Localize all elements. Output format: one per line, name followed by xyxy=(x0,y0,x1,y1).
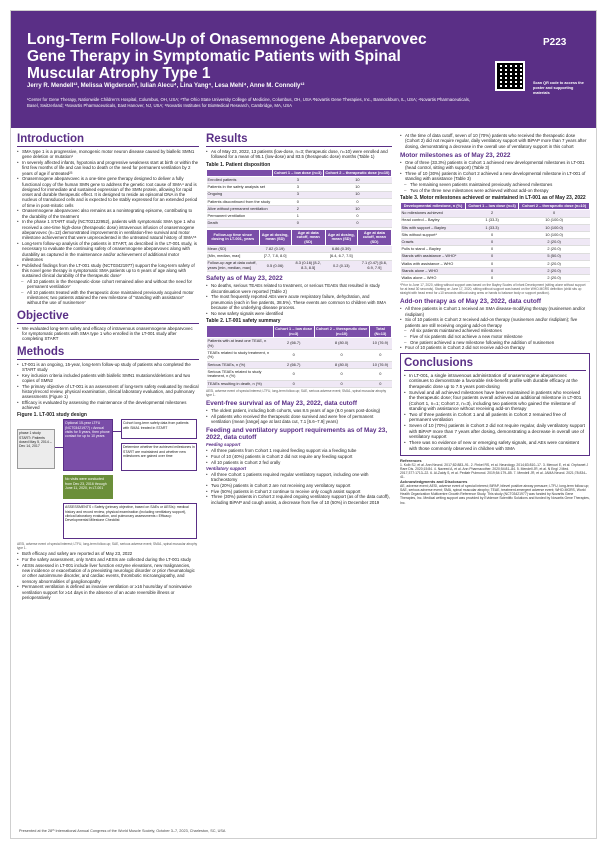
table-footnote: AESI, adverse event of special interest; LTFU, long-term follow-up; SAE, serious adverse event; SMA1, spinal muscular atrophy type 1. xyxy=(206,388,387,397)
table-cell: 0 xyxy=(273,349,314,361)
table-header: Age at dosing, mean (SD) xyxy=(325,229,357,246)
list-item: • In LT-001, a single intravenous administration of onasemnogene abeparvovec continues to demonstrate a favorable risk-benefit profile with durable efficacy at the therapeutic dose up to 7.5 years post-dosing xyxy=(404,373,586,390)
section-heading: Methods xyxy=(17,346,199,360)
table-row xyxy=(401,267,590,274)
table-cell: Patients in the safety analysis set xyxy=(207,184,273,191)
table-cell: 0 xyxy=(369,349,391,361)
list-item: • The oldest patient, including both cohorts, was 8.5 years of age (8.0 years post-dosing) xyxy=(206,408,392,413)
table-body xyxy=(207,177,392,227)
list-item: • Two (20%) patients in Cohort 2 are not receiving any ventilatory support xyxy=(206,483,392,488)
table-cell: 6.86 (0.39) xyxy=(325,246,357,253)
list-subitem: – One patient achieved a new milestone following the addition of nusinersen xyxy=(400,340,590,345)
table-row xyxy=(207,213,392,220)
list-item: • Onasemnogene abeparvovec also remains as a nonintegrating episome, contributing to the durability of the treatment xyxy=(17,208,199,219)
table-header: Cohort 1 – low dose (n=3) xyxy=(273,326,314,338)
table-footnote: *Prior to June 17, 2020, sitting without support was based on the Bayley Scales of Infant Development (sitting alone without support for at least 30 seconds). Starting on June 17, 2020, sitting without support was based on the WHO-MGRS definition (child sits up straight with head erect for ≥10 seconds without using arms or hands to balance body or support position). xyxy=(400,283,586,296)
list-subitem: – All six patients maintained achieved milestones xyxy=(400,328,590,333)
table-cell: Serious TEAEs, n (%) xyxy=(207,361,274,368)
list-item: • For the safety assessment, only SAEs and AESIs are collected during the LT-001 study xyxy=(17,557,199,562)
table-row xyxy=(401,275,590,282)
table-row xyxy=(207,177,392,184)
section-heading: Introduction xyxy=(17,133,199,147)
table-body xyxy=(207,338,392,388)
intro-list xyxy=(17,149,199,306)
table-header xyxy=(207,326,274,338)
table-cell xyxy=(291,246,325,253)
table-header: Developmental milestone, n (%) xyxy=(401,202,466,210)
list-item: • Three (30%) patients in Cohort 2 required ongoing ventilatory support (as of the data cutoff), including BiPAP and cough assist, a decrease from five of 10 (50%) in December 2019 xyxy=(206,494,392,505)
table-cell: 10 (100.0) xyxy=(519,217,590,224)
table-row xyxy=(207,220,392,227)
author-list: Jerry R. Mendell¹², Melissa Wigderson³, Iulian Alecu⁴, Lina Yang⁴, Lesa Mehl⁴, Anne M. Connolly¹² xyxy=(27,83,305,89)
table-row xyxy=(207,338,392,350)
table-cell: 7.1 (0.47) [6.6, 6.9, 7.9] xyxy=(357,260,391,272)
poster-code: P223 xyxy=(543,37,567,48)
table-header: Age at dosing, mean (SD) xyxy=(259,229,291,246)
table-cell: 0 xyxy=(369,380,391,387)
table-row xyxy=(207,205,392,212)
table-row xyxy=(207,184,392,191)
list-item: • AESIs assessed in LT-001 include liver function enzyme elevations, new malignancies, new incidence or exacerbation of a preexisting neurologic disorder or prior rheumatologic or other autoimmune disorder, and cardiac events, thrombotic microangiopathy, and sensory abnormalities of ganglionopathy xyxy=(17,563,199,584)
table-cell: 10 (76.9) xyxy=(369,338,391,350)
poster xyxy=(10,10,597,839)
subsection-heading: Feeding and ventilatory support requirements as of May 23, 2022, data cutoff xyxy=(206,427,388,442)
table-cell: Patients with at least one TEAE, n (%) xyxy=(207,338,274,350)
methods-section xyxy=(17,346,199,601)
list-item: • Five (50%) patients in Cohort 2 continue to receive only cough assist support xyxy=(206,489,392,494)
table-cell: Head control – Bayley xyxy=(401,217,466,224)
table-caption: Table 1. Patient disposition xyxy=(206,161,271,168)
table-cell: 10 (100.0) xyxy=(519,224,590,231)
table-cell: 0 xyxy=(465,275,518,282)
table-cell: 2 (20.0) xyxy=(519,260,590,267)
qr-note: Scan QR code to access the poster and supporting materials xyxy=(533,81,584,95)
subsection-label: Feeding support xyxy=(206,442,241,448)
table-cell: 0.2 (0.13) xyxy=(325,260,357,272)
safety-summary-table xyxy=(206,325,392,388)
list-subitem: – Two of the three new milestones were achieved without add-on therapy xyxy=(400,188,590,193)
table-cell: 0 xyxy=(465,246,518,253)
list-item: • Seven of 10 (70%) patients in Cohort 2 did not require regular, daily ventilatory support with BiPAP more than 7 years after dosing, demonstrating a decrease in overall use of ventilatory support xyxy=(404,423,586,440)
table-cell: Walks with assistance – WHO xyxy=(401,260,466,267)
subsection-heading: Motor milestones as of May 23, 2022 xyxy=(400,151,511,159)
references xyxy=(400,459,590,505)
table-cell: 0 xyxy=(369,368,391,380)
subsection-heading: Event-free survival as of May 23, 2022, data cutoff xyxy=(206,399,357,407)
list-item: • Onasemnogene abeparvovec is a one-time gene therapy designed to deliver a fully functional copy of the human SMN gene to address the genetic root cause of SMA⁴ and is designed for immediate and sustained expression of the SMN protein, allowing for rapid onset and durable therapeutic effect. It is designed to reside as episomal DNA in the nucleus of transduced cells and is expected to be stably expressed for an extended period of time in post-mitotic cells xyxy=(17,176,199,208)
table-row xyxy=(207,246,392,253)
table-cell: 10 xyxy=(323,205,391,212)
column-left xyxy=(17,133,199,604)
table-cell: 2 (20.0) xyxy=(519,239,590,246)
motor-milestones-table xyxy=(400,202,590,282)
table-row xyxy=(401,217,590,224)
table-cell: No milestones achieved xyxy=(401,210,466,217)
list-item: • One of three (33.3%) patients in Cohort 1 achieved new developmental milestones in LT-001 (head control, sitting with support) (Table 3) xyxy=(400,160,590,171)
table-cell: 10 xyxy=(323,177,391,184)
figure-footnote: AESI, adverse event of special interest; LTFU, long-term follow-up; SAE, serious adverse event; SMA1, spinal muscular atrophy type 1. xyxy=(17,542,198,551)
table-cell: Stands with assistance – WHO* xyxy=(401,253,466,260)
table-header: Follow-up time since dosing in LT-001, years xyxy=(207,229,260,246)
table-cell: Death xyxy=(207,220,273,227)
list-item: • Two of three patients in Cohort 1 and all patients in Cohort 2 remained free of permanent ventilation xyxy=(404,412,586,423)
table-cell xyxy=(357,253,391,260)
list-item: • Permanent ventilation is defined as invasive ventilation or ≥16 hours/day of noninvasive ventilation support for ≥14 days in the absence of an acute reversible illness or perioperatively xyxy=(17,584,199,600)
table-row xyxy=(207,253,392,260)
table-cell: Alive without permanent ventilation xyxy=(207,205,273,212)
table-cell: 10 xyxy=(323,191,391,198)
list-subitem: – The remaining seven patients maintained previously achieved milestones xyxy=(400,182,590,187)
list-item: • Key inclusion criteria included patients with biallelic SMN1 mutations/deletions and two copies of SMN2 xyxy=(17,373,199,384)
table-cell: 7.82 (0.19) xyxy=(259,246,291,253)
table-row xyxy=(401,210,590,217)
table-cell: TEAEs resulting in death, n (%) xyxy=(207,380,274,387)
table-cell: 10 (100.0) xyxy=(519,232,590,239)
table-cell: 3 xyxy=(272,177,323,184)
list-item: • LT-001 is an ongoing, 15-year, long-term follow-up study of patients who completed the START study xyxy=(17,362,199,373)
footer: Presented at the 28ᵗʰ International Annual Congress of the World Muscle Society, October 3–7, 2023, Charleston, SC, USA xyxy=(19,829,226,833)
table-cell: [6.4, 6.7, 7.5] xyxy=(325,253,357,260)
table-row xyxy=(207,368,392,380)
table-cell: Pulls to stand – Bayley xyxy=(401,246,466,253)
table-cell: 0 xyxy=(323,213,391,220)
table-cell: 0 xyxy=(273,380,314,387)
table-body xyxy=(401,210,590,282)
references-heading: References xyxy=(400,457,422,463)
acknowledgments-text: AE, adverse event; AESI, adverse event of special interest; BiPAP, bilevel positive airway pressure; LTFU, long-term follow-up; SAE, serious adverse event; SMA, spinal muscular atrophy; TEAE, treatment-emergent adverse event; WHO-MGRS, World Health Organization Multicentre Growth Reference Study. This study (NCT03421977) was funded by Novartis Gene Therapies, Inc. Medical writing support was provided by Evidence Scientific Solutions and funded by Novartis Gene Therapies, Inc. xyxy=(400,483,590,505)
table-cell: 1 (33.3) xyxy=(465,224,518,231)
table-cell: 3 xyxy=(272,191,323,198)
arrow xyxy=(113,431,121,432)
table-row xyxy=(207,260,392,272)
list-item: • All patients who received the therapeutic dose survived and were free of permanent ventilation (mean [range] age at last data cut, 7.1 [6.6–7.9] years) xyxy=(206,414,392,425)
table-header: Age at data cutoff, mean (SD) xyxy=(291,229,325,246)
list-item: • At the time of data cutoff, seven of 10 (70%) patients who received the therapeutic dose (Cohort 2) did not require regular, daily ventilatory support with BiPAP more than 7 years after dosing, demonstrating a decrease in the overall use of ventilatory support in this cohort xyxy=(400,133,590,149)
table-cell: 0.5 (0.06) xyxy=(259,260,291,272)
table-cell: 5 (50.0) xyxy=(519,253,590,260)
subsection-heading: Add-on therapy as of May 23, 2022, data cutoff xyxy=(400,298,541,306)
poster-title: Long-Term Follow-Up of Onasemnogene Abeparvovec Gene Therapy in Symptomatic Patients with Spinal Muscular Atrophy Type 1 xyxy=(27,31,427,82)
list-item: • No new safety signals were identified xyxy=(206,311,392,316)
table-cell: 0 xyxy=(272,198,323,205)
table-body xyxy=(207,246,392,272)
qr-code-icon[interactable] xyxy=(495,61,525,91)
list-item: • Four of 10 patients in Cohort 2 did not receive add-on therapy xyxy=(400,345,590,350)
table-row xyxy=(401,239,590,246)
table-cell: Mean (SD) xyxy=(207,246,260,253)
start-box: phase 1 study START¹ Patients dosed May 5, 2014 – Dec 14, 2017 xyxy=(17,429,55,469)
table-cell: 2 xyxy=(465,210,518,217)
references-text: 1. Kolb SJ, et al. Ann Neurol. 2017;82:883–91. 2. Finkel RS, et al. Neurology. 2014;83:810–17. 3. Mercuri E, et al. Orphanet J Rare Dis. 2020;15:84. 4. Naveed A, et al. Ann Pharmacother. 2020;54:81–84. 5. Mendell JR, et al. N Engl J Med. 2017;377:1713–22. 6. Al-Zaidy S, et al. Pediatr Pulmonol. 2019;54:179–85. 7. Mendell JR, et al. JAMA Neurol. 2021;78:834–41. xyxy=(400,462,589,480)
table-cell: 2 xyxy=(272,205,323,212)
table-cell: Enrolled patients xyxy=(207,177,273,184)
table-row xyxy=(401,260,590,267)
cohort-box: Cohort long-term safety data from patients with SMA1 treated in START xyxy=(121,419,197,439)
table-header: Cohort 1 – low dose (n=3) xyxy=(465,202,518,210)
table-row xyxy=(207,349,392,361)
table-cell: 8 (80.0) xyxy=(314,361,369,368)
list-subitem: – Five of six patients did not achieve a new motor milestone xyxy=(400,334,590,339)
list-item: • In severely affected infants, hypotonia and progressive weakness start at birth or within the first few months of life and can lead to death or the need for permanent ventilation by 2 years of age if untreated²³ xyxy=(17,160,199,176)
affiliations: ¹Center for Gene Therapy, Nationwide Children's Hospital, Columbus, OH, USA; ²The Ohio State University College of Medicine, Columbus, OH, USA ³Novartis Gene Therapies, Inc., Bannockburn, IL, USA; ⁴Novartis Pharmaceuticals, Basel, Switzerland; ⁵Novartis Pharmaceuticals, East Hanover, NJ, USA; ⁶Novartis Institutes for BioMedical Research, Cambridge, MA, USA xyxy=(27,97,471,108)
table-cell: Sits without support* xyxy=(401,232,466,239)
table-cell: TEAEs related to study treatment, n (%) xyxy=(207,349,274,361)
table-cell: 0 xyxy=(314,380,369,387)
table-cell: 10 (76.9) xyxy=(369,361,391,368)
table-row xyxy=(401,246,590,253)
table-cell: 2 (66.7) xyxy=(273,338,314,350)
table-cell: 1 xyxy=(272,213,323,220)
table-cell: 2 (66.7) xyxy=(273,361,314,368)
table-cell: 0 xyxy=(465,232,518,239)
table-row xyxy=(401,253,590,260)
list-item: • Efficacy is evaluated by assessing the maintenance of the developmental milestones achieved xyxy=(17,400,199,411)
figure-caption: Figure 1. LT-001 study design xyxy=(17,412,87,419)
table-cell: 0 xyxy=(323,220,391,227)
list-item: • Published findings from the LT-001 study (NCT03421977) support the long-term safety of this novel gene therapy in symptomatic SMA patients up to 6 years of age along with sustained clinical durability of the therapeutic dose⁷ xyxy=(17,263,199,279)
table-cell: 2 (20.0) xyxy=(519,246,590,253)
list-item: • Three of 10 (30%) patients in Cohort 2 achieved a new developmental milestone in LT-001 of standing with assistance (Table 3) xyxy=(400,171,590,182)
section-heading: Objective xyxy=(17,310,199,324)
table-cell xyxy=(357,246,391,253)
table-header xyxy=(207,169,273,177)
table-cell: Crawls xyxy=(401,239,466,246)
table-cell: 0 xyxy=(465,239,518,246)
table-cell: 3 xyxy=(272,184,323,191)
no-visits-box: No visits were conducted from Dec 23, 2016 through June 11, 2020, in LT-001 xyxy=(63,475,113,499)
study-design-figure xyxy=(17,419,199,541)
list-item: • Both efficacy and safety are reported as of May 23, 2022 xyxy=(17,551,199,556)
table-header: Cohort 1 – low dose (n=3) xyxy=(272,169,323,177)
table-caption: Table 3. Motor milestones achieved or maintained in LT-001 as of May 23, 2022 xyxy=(400,194,586,201)
table-cell: 0 xyxy=(465,267,518,274)
list-subitem: – All 10 patients in the therapeutic-dose cohort remained alive and without the need for permanent ventilation⁷ xyxy=(17,279,199,290)
column-middle xyxy=(206,133,392,505)
list-item: • Survival and all achieved milestones have been maintained in patients who received the therapeutic dose; four patients overall achieved an additional milestone in LT-001 (Cohort 1, n=1; Cohort 2, n=3), including two patients who gained the milestone of standing with assistance without receiving add-on therapy xyxy=(404,390,586,412)
column-right xyxy=(400,133,590,505)
list-item: • SMA type 1 is a progressive, monogenic motor neuron disease caused by biallelic SMN1 gene deletion or mutation¹ xyxy=(17,149,199,160)
follow-up-table xyxy=(206,229,392,273)
table-header: Cohort 2 – therapeutic dose (n=10) xyxy=(323,169,391,177)
introduction-section xyxy=(17,133,199,306)
table-cell: Serious TEAEs related to study treatment, n (%) xyxy=(207,368,274,380)
section-heading: Results xyxy=(206,133,392,147)
table-row xyxy=(207,191,392,198)
table-cell: Stands alone – WHO xyxy=(401,267,466,274)
table-cell: 8.3 (0.16) [8.2, 8.3, 8.5] xyxy=(291,260,325,272)
list-item: • Six of 10 patients in Cohort 2 received add-on therapy (nusinersen and/or risdiplam); five patients are still receiving ongoing add-on therapy xyxy=(400,317,590,328)
table-cell: Walks alone – WHO xyxy=(401,275,466,282)
header-banner xyxy=(11,11,596,128)
table-cell: 0 xyxy=(323,198,391,205)
table-cell: 2 (20.0) xyxy=(519,267,590,274)
table-cell: [Min, median, max] xyxy=(207,253,260,260)
list-item: • Four of 10 (40%) patients in Cohort 2 did not require any feeding support xyxy=(206,454,392,459)
table-cell: Sits with support – Bayley xyxy=(401,224,466,231)
patient-disposition-table xyxy=(206,169,392,228)
table-cell: 8 (80.0) xyxy=(314,338,369,350)
list-item: • The primary objective of LT-001 is an assessment of long-term safety evaluated by medical history/record review, physical examination, clinical laboratory evaluation, and pulmonary assessments (Figure 1) xyxy=(17,384,199,400)
subsection-heading: Safety as of May 23, 2022 xyxy=(206,275,283,283)
table-header: Cohort 2 – therapeutic dose (n=10) xyxy=(519,202,590,210)
table-cell: Ongoing xyxy=(207,191,273,198)
list-item: • All three patients from Cohort 1 required feeding support via a feeding tube xyxy=(206,448,392,453)
table-header: Age at data cutoff, mean (SD) xyxy=(357,229,391,246)
table-row xyxy=(401,224,590,231)
table-cell: Permanent ventilation xyxy=(207,213,273,220)
arrow xyxy=(55,447,63,448)
list-item: • All three Cohort 1 patients required regular ventilatory support, including one with tracheostomy xyxy=(206,472,392,483)
section-heading: Conclusions xyxy=(404,357,586,371)
table-row xyxy=(207,198,392,205)
ltfu-box: Optional 15-year LTFU (NCT03421977) • Annual visits for 5 years, then phone contact for up to 10 years xyxy=(63,419,113,471)
table-cell: Patients discontinued from the study xyxy=(207,198,271,204)
table-caption: Table 2. LT-001 safety summary xyxy=(206,318,281,324)
acknowledgments-heading: Acknowledgments and Disclosures xyxy=(400,478,468,484)
list-subitem: – All 10 patients treated with the therapeutic dose maintained previously acquired motor milestones; two patients attained the new milestone of "standing with assistance" without the use of nusinersen⁷ xyxy=(17,290,199,306)
table-cell: 0 xyxy=(465,260,518,267)
table-cell: 0 xyxy=(519,210,590,217)
table-row xyxy=(401,232,590,239)
table-row xyxy=(207,361,392,368)
conclusions-box xyxy=(400,353,590,456)
goal-box: Determine whether the achieved milestones in START are maintained and whether new milestones are gained over time xyxy=(121,443,197,471)
table-cell: Follow-up age at data cutoff, years [min, median, max] xyxy=(207,260,260,272)
table-row xyxy=(207,380,392,387)
table-cell xyxy=(291,253,325,260)
table-cell: 0 xyxy=(314,368,369,380)
list-item: • No deaths, serious TEAEs related to treatment, or serious TEAEs that resulted in study discontinuation were reported (Table 2) xyxy=(206,283,392,294)
table-cell: 0 xyxy=(314,349,369,361)
list-item: • All 10 patients in Cohort 2 fed orally xyxy=(206,460,392,465)
table-cell: 2 (20.0) xyxy=(519,275,590,282)
objective-section xyxy=(17,310,199,342)
list-item: • In the phase 1 START study (NCT02122952), patients with symptomatic SMA type 1 who received a one-time high-dose (therapeutic dose) intravenous infusion of onasemnogene abeparvovec (n=12) demonstrated improvements in ventilation-free survival and motor milestone achievement that were unprecedented in the untreated natural history of SMA⁵⁶ xyxy=(17,219,199,240)
table-cell: 1 (33.3) xyxy=(465,217,518,224)
list-item: • We evaluated long-term safety and efficacy of intravenous onasemnogene abeparvovec for symptomatic patients with SMA type 1 who enrolled in the LT-001 study after completing START xyxy=(17,326,199,342)
table-cell: 0 xyxy=(273,368,314,380)
list-item: • The most frequently reported AEs were acute respiratory failure, dehydration, and pneumonia (each in five patients, 38.5%). These events are common to children with SMA because of the underlying disease process. xyxy=(206,294,392,310)
table-cell: 0 xyxy=(465,253,518,260)
list-item: • Long-term follow-up analysis of the patients in START, as described in the LT-001 study, is necessary to evaluate the continuing safety of onasemnogene abeparvovec along with durability as captured in the maintenance and/or achievement of additional motor milestones xyxy=(17,241,199,262)
list-item: • All three patients in Cohort 1 received an SMA disease-modifying therapy (nusinersen and/or risdiplam) xyxy=(400,306,590,317)
table-header: Cohort 2 – therapeutic dose (n=10) xyxy=(314,326,369,338)
table-header: Total (N=13) xyxy=(369,326,391,338)
list-item: • There was no evidence of new or emerging safety signals, and AEs were consistent with those commonly observed in children with SMA xyxy=(404,440,586,451)
table-cell: 10 xyxy=(323,184,391,191)
subsection-label: Ventilatory support xyxy=(206,465,247,471)
table-cell: [7.7, 7.8, 8.0] xyxy=(259,253,291,260)
assessments-box: ASSESSMENTS • Safety (primary objective, based on SAEs or AESIs): medical history and record review, physical examination (including ventilatory support), clinical laboratory evaluation, and pulmonary assessments • Efficacy: Developmental Milestone Checklist xyxy=(63,503,197,539)
table-cell: 0 xyxy=(272,220,323,227)
list-item: • As of May 23, 2022, 13 patients (low-dose, n=3; therapeutic dose, n=10) were enrolled and followed for a mean of 95.1 (low-dose) and 83.5 (therapeutic dose) months (Table 1) xyxy=(206,149,392,160)
